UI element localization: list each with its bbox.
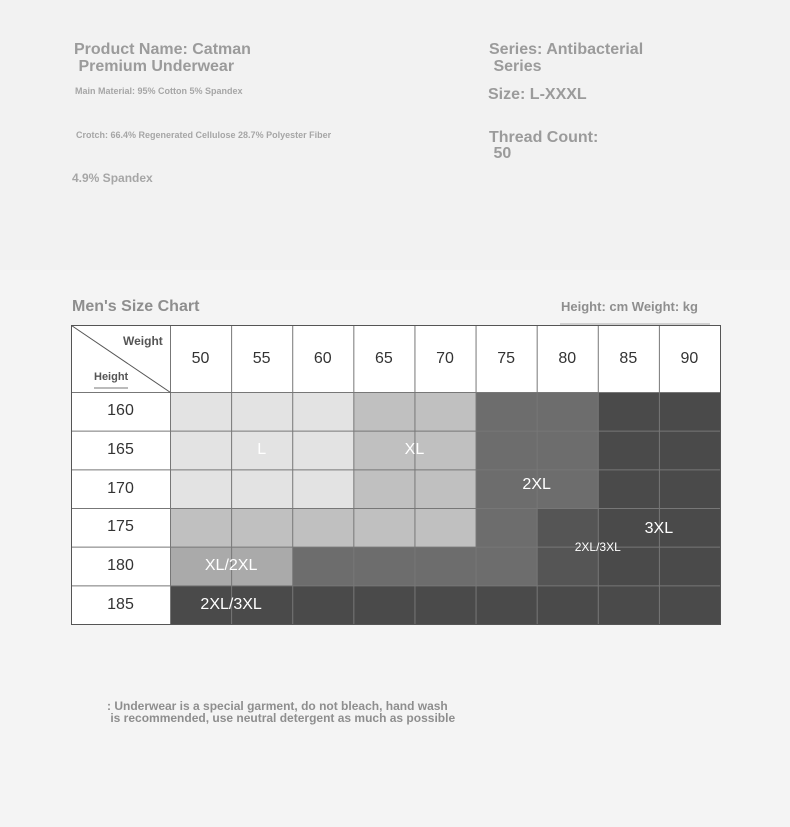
size-cell [354, 470, 415, 509]
size-cell [354, 586, 415, 625]
size-cell [659, 393, 720, 432]
corner-height-underline [94, 387, 128, 389]
size-cell [293, 470, 354, 509]
size-chart-title: Men's Size Chart [72, 298, 200, 315]
size-cell [415, 470, 476, 509]
product-name-line2: Premium Underwear [74, 58, 235, 75]
height-row-label: 160 [107, 402, 134, 420]
size-cell [598, 393, 659, 432]
size-cell [171, 509, 232, 548]
size-label: 2XL [522, 475, 551, 493]
size-cell [476, 586, 537, 625]
size-cell [598, 431, 659, 470]
size-label: 2XL/3XL [200, 595, 262, 613]
height-row-label: 185 [107, 595, 134, 613]
size-cell [476, 509, 537, 548]
size-cell [171, 393, 232, 432]
height-row-label: 165 [107, 441, 134, 458]
size-cell [354, 509, 415, 548]
size-label: L [257, 441, 267, 458]
size-cell [659, 547, 720, 586]
size-cell [659, 431, 720, 470]
height-row-label: 175 [107, 518, 134, 536]
size-cell [537, 431, 598, 470]
size-cell [476, 547, 537, 586]
size-cell [476, 393, 537, 432]
size-cell [415, 393, 476, 432]
care-note-line1: : Underwear is a special garment, do not bleach, hand wash [107, 699, 448, 713]
size-cell [415, 586, 476, 625]
size-label: XL [404, 441, 425, 458]
size-cell [293, 393, 354, 432]
height-row-label: 180 [107, 557, 134, 574]
size-chart-grid [71, 325, 721, 625]
size-cell [171, 431, 232, 470]
size-cell [537, 586, 598, 625]
weight-header: 75 [497, 349, 515, 367]
corner-height-label: Height [94, 371, 129, 383]
size-cell [354, 547, 415, 586]
size-chart-table [71, 325, 721, 625]
weight-header: 60 [313, 349, 332, 367]
size-cell [537, 393, 598, 432]
size-cell [659, 470, 720, 509]
size-chart-units: Height: cm Weight: kg [561, 299, 698, 314]
size-cell [476, 431, 537, 470]
size-cell [354, 393, 415, 432]
thread-count-line1: Thread Count: [489, 129, 599, 146]
main-material: Main Material: 95% Cotton 5% Spandex [75, 86, 243, 96]
size-cell [415, 509, 476, 548]
weight-header: 80 [558, 349, 577, 367]
weight-header: 90 [680, 349, 699, 367]
size-cell [293, 586, 354, 625]
weight-header: 65 [374, 349, 393, 367]
product-name-line1: Product Name: Catman [74, 41, 251, 58]
size-cell [598, 470, 659, 509]
care-note-line2: is recommended, use neutral detergent as much as possible [107, 711, 456, 725]
size-label: 2XL/3XL [574, 539, 621, 554]
size-cell [232, 470, 293, 509]
size-range: Size: L-XXXL [488, 86, 587, 103]
size-cell [232, 393, 293, 432]
size-label: XL/2XL [204, 557, 258, 574]
size-cell [659, 586, 720, 625]
series-line1: Series: Antibacterial [489, 41, 644, 58]
crotch-material: Crotch: 66.4% Regenerated Cellulose 28.7% Polyester Fiber [76, 130, 332, 140]
weight-header: 50 [191, 349, 210, 367]
size-cell [293, 509, 354, 548]
weight-header: 85 [619, 349, 638, 367]
size-label: 3XL [644, 520, 674, 538]
crotch-material-cont: 4.9% Spandex [72, 171, 153, 185]
size-cell [293, 431, 354, 470]
corner-weight-label: Weight [123, 334, 163, 348]
thread-count-line2: 50 [489, 145, 512, 162]
weight-header: 55 [252, 349, 271, 367]
size-cell [232, 509, 293, 548]
size-cell [415, 547, 476, 586]
series-line2: Series [489, 58, 542, 75]
weight-header: 70 [436, 349, 454, 367]
size-cell [293, 547, 354, 586]
size-cell [598, 586, 659, 625]
height-row-label: 170 [107, 479, 134, 497]
size-cell [171, 470, 232, 509]
